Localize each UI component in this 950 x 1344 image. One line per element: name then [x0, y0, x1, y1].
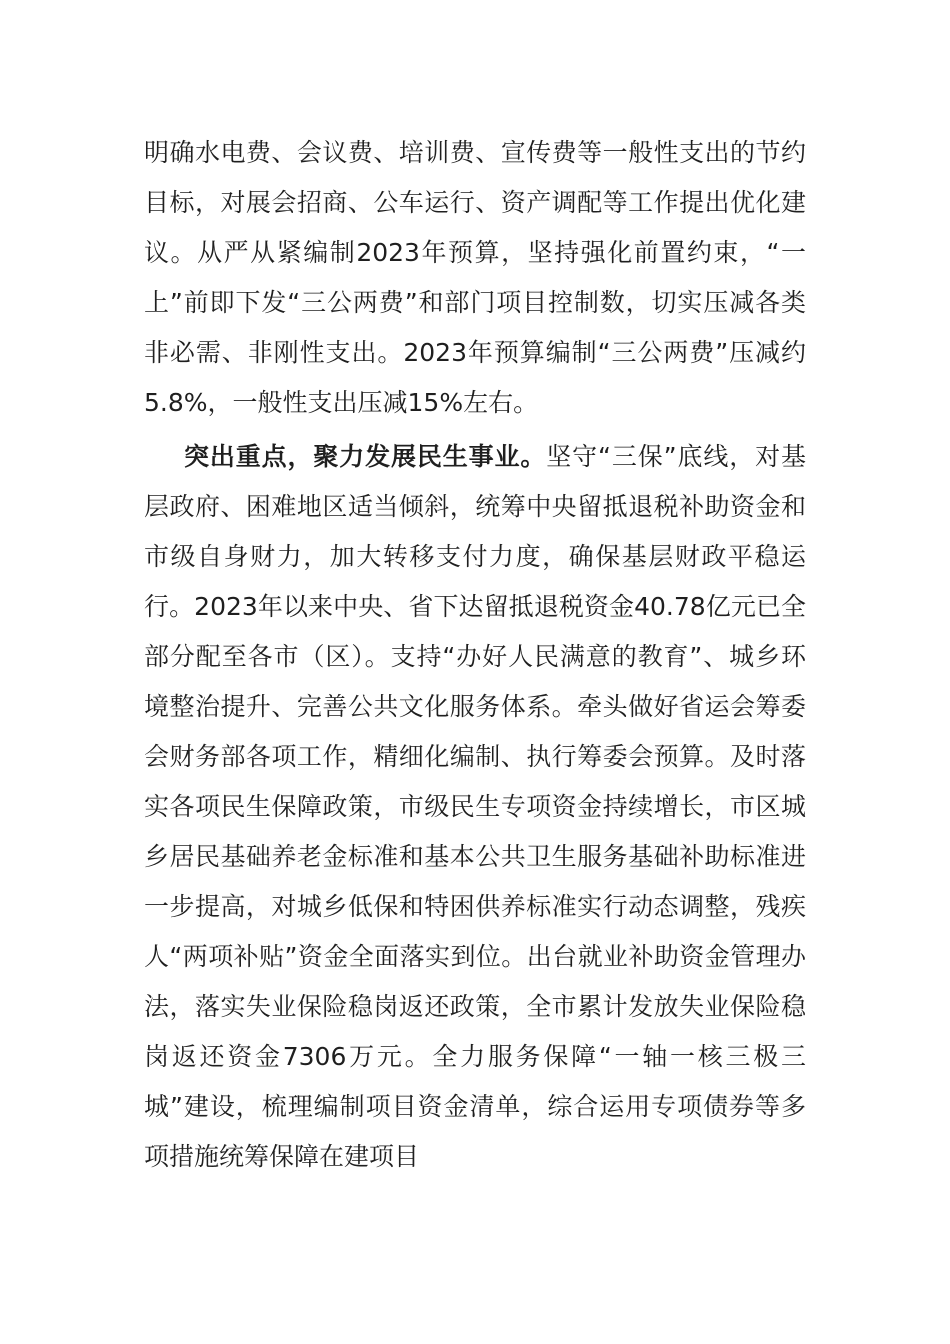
document-page	[144, 128, 806, 1182]
paragraph-budget-savings	[144, 128, 806, 428]
paragraph-body: 坚守“三保”底线，对基层政府、困难地区适当倾斜，统筹中央留抵退税补助资金和市级自身财力，加大转移支付力度，确保基层财政平稳运行。2023年以来中央、省下达留抵退税资金40.78亿元已全部分配至各市（区）。支持“办好人民满意的教育”、城乡环境整治提升、完善公共文化服务体系。牵头做好省运会筹委会财务部各项工作，精细化编制、执行筹委会预算。及时落实各项民生保障政策，市级民生专项资金持续增长，市区城乡居民基础养老金标准和基本公共卫生服务基础补助标准进一步提高，对城乡低保和特困供养标准实行动态调整，残疾人“两项补贴”资金全面落实到位。出台就业补助资金管理办法，落实失业保险稳岗返还政策，全市累计发放失业保险稳岗返还资金7306万元。全力服务保障“一轴一核三极三城”建设，梳理编制项目资金清单，综合运用专项债券等多项措施统筹保障在建项目	[144, 442, 806, 1171]
paragraph-lead-heading: 突出重点，聚力发展民生事业。	[184, 442, 547, 471]
paragraph-livelihood	[144, 432, 806, 1182]
paragraph-body: 明确水电费、会议费、培训费、宣传费等一般性支出的节约目标，对展会招商、公车运行、资产调配等工作提出优化建议。从严从紧编制2023年预算，坚持强化前置约束，“一上”前即下发“三公两费”和部门项目控制数，切实压减各类非必需、非刚性支出。2023年预算编制“三公两费”压减约5.8%，一般性支出压减15%左右。	[144, 138, 806, 417]
